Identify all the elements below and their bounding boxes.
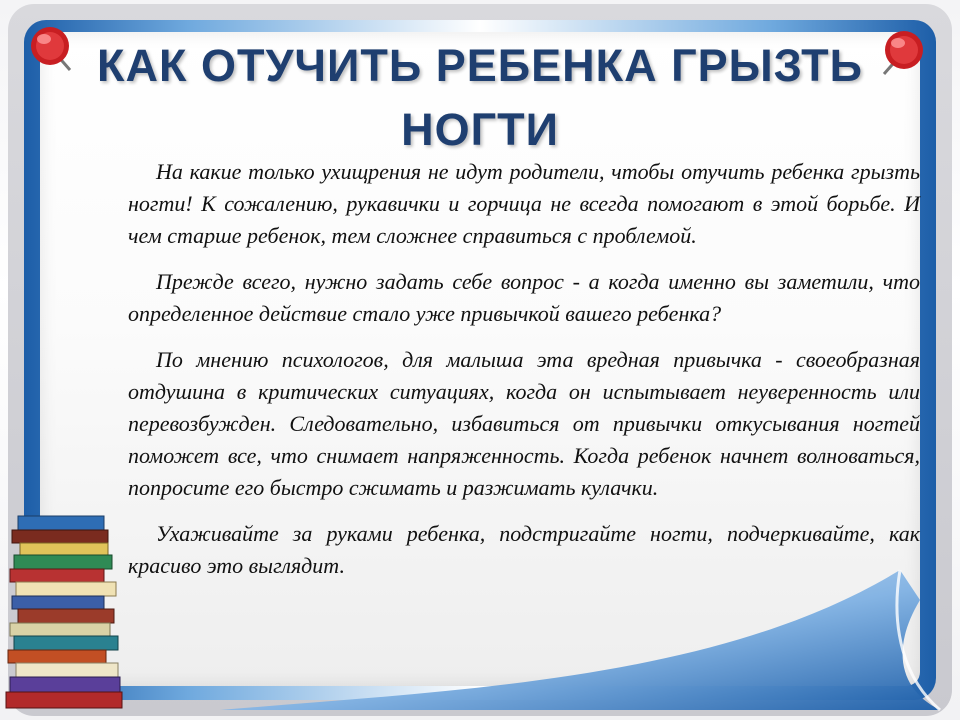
pushpin-left-icon — [26, 24, 76, 74]
paragraph-4: Ухаживайте за руками ребенка, подстригайте ногти, подчеркивайте, как красиво это выглядит. — [128, 521, 920, 578]
article-body — [128, 156, 920, 596]
pushpin-right-icon — [878, 28, 928, 78]
paragraph-2: Прежде всего, нужно задать себе вопрос - а когда именно вы заметили, что определенное действие стало уже привычкой вашего ребенка? — [128, 269, 920, 326]
title-line-1: КАК ОТУЧИТЬ РЕБЕНКА ГРЫЗТЬ — [97, 40, 863, 91]
paragraph-1: На какие только ухищрения не идут родители, чтобы отучить ребенка грызть ногти! К сожалению, рукавички и горчица не всегда помогают в этой борьбе. И чем старше ребенок, тем сложнее справиться с проблемой. — [128, 159, 920, 248]
title-line-2: НОГТИ — [401, 104, 559, 155]
book-stack-icon — [0, 508, 132, 720]
paragraph-3: По мнению психологов, для малыша эта вредная привычка - своеобразная отдушина в критических ситуациях, когда он испытывает неуверенность или перевозбужден. Следовательно, избавиться от привычки откусывания ногтей поможет все, что снимает напряженность. Когда ребенок начнет волноваться, попросите его быстро сжимать и разжимать кулачки. — [128, 347, 920, 500]
